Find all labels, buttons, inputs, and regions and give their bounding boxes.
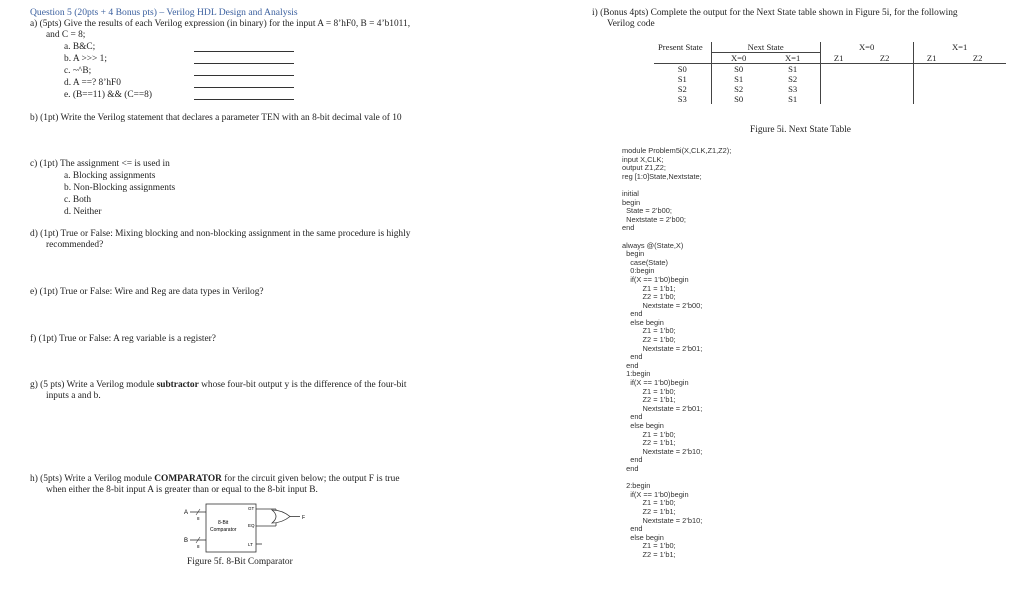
question-title: Question 5 (20pts + 4 Bonus pts) – Verilog HDL Design and Analysis bbox=[30, 7, 298, 18]
figure-5i-caption: Figure 5i. Next State Table bbox=[750, 125, 851, 135]
svg-text:F: F bbox=[302, 515, 306, 521]
question-c: c) (1pt) The assignment <= is used in bbox=[30, 159, 170, 169]
question-a-line1: a) (5pts) Give the results of each Verilog expression (in binary) for the input A = 8’hF0, B = 4’b1011, bbox=[30, 19, 411, 29]
code-line: Z1 = 1’b0; bbox=[622, 326, 676, 336]
code-line: Z2 = 1’b1; bbox=[622, 395, 676, 405]
code-line: Nextstate = 2’b00; bbox=[622, 300, 703, 310]
or-gate bbox=[272, 510, 290, 523]
code-line: Z2 = 1’b1; bbox=[622, 438, 676, 448]
label-a: A bbox=[184, 510, 189, 516]
code-line: Z1 = 1’b1; bbox=[622, 283, 676, 293]
svg-text:LT: LT bbox=[248, 542, 253, 547]
answer-blank-d[interactable] bbox=[194, 87, 294, 88]
code-line: end bbox=[622, 455, 643, 465]
code-line: begin bbox=[622, 197, 641, 207]
code-line: end bbox=[622, 309, 643, 319]
code-line: 2:begin bbox=[622, 481, 651, 491]
question-i-line2: Verilog code bbox=[607, 19, 655, 29]
code-line: end bbox=[622, 463, 639, 473]
question-h-line2: when either the 8-bit input A is greater than or equal to the 8-bit input B. bbox=[46, 485, 318, 495]
figure-5f-caption: Figure 5f. 8-Bit Comparator bbox=[187, 557, 293, 567]
answer-cell[interactable] bbox=[950, 84, 1006, 94]
code-line: input X,CLK; bbox=[622, 154, 664, 164]
code-line: 1:begin bbox=[622, 369, 651, 379]
code-line: end bbox=[622, 412, 643, 422]
code-line: module Problem5i(X,CLK,Z1,Z2); bbox=[622, 146, 732, 155]
code-line: end bbox=[622, 360, 639, 370]
option-c-c: c. Both bbox=[64, 195, 92, 205]
comparator-diagram bbox=[176, 500, 316, 558]
code-line: Z1 = 1’b0; bbox=[622, 429, 676, 439]
svg-text:GT: GT bbox=[248, 506, 255, 511]
header-x0: X=0 bbox=[820, 42, 913, 53]
header-x1: X=1 bbox=[951, 42, 968, 53]
verilog-code bbox=[622, 147, 731, 560]
code-line: Nextstate = 2’b00; bbox=[622, 214, 686, 224]
code-line: Nextstate = 2’b10; bbox=[622, 446, 703, 456]
code-line: else begin bbox=[622, 421, 664, 430]
code-line: Nextstate = 2’b01; bbox=[622, 343, 703, 353]
code-line: Z1 = 1’b0; bbox=[622, 386, 676, 396]
option-c-b: b. Non-Blocking assignments bbox=[64, 183, 176, 193]
code-line: Z2 = 1’b1; bbox=[622, 506, 676, 516]
expr-a: a. B&C; bbox=[64, 42, 96, 52]
answer-cell[interactable] bbox=[913, 94, 950, 104]
code-line: Z2 = 1’b0; bbox=[622, 335, 676, 345]
answer-cell[interactable] bbox=[913, 74, 950, 84]
code-line: if(X == 1’b0)begin bbox=[622, 274, 689, 284]
answer-cell[interactable] bbox=[857, 74, 914, 84]
code-line: always @(State,X) bbox=[622, 240, 684, 250]
answer-blank-c[interactable] bbox=[194, 75, 294, 76]
code-line: reg [1:0]State,Nextstate; bbox=[622, 171, 702, 181]
code-line: output Z1,Z2; bbox=[622, 163, 666, 173]
code-line: if(X == 1’b0)begin bbox=[622, 489, 689, 499]
code-line: end bbox=[622, 352, 643, 362]
code-line: Z2 = 1’b0; bbox=[622, 292, 676, 302]
question-b: b) (1pt) Write the Verilog statement that declares a parameter TEN with an 8-bit decimal vale of 10 bbox=[30, 113, 402, 123]
answer-cell[interactable] bbox=[950, 94, 1006, 104]
question-d-line2: recommended? bbox=[46, 240, 104, 250]
table-row: S0 S0 S1 bbox=[654, 64, 1006, 75]
question-e: e) (1pt) True or False: Wire and Reg are data types in Verilog? bbox=[30, 287, 264, 297]
answer-blank-b[interactable] bbox=[194, 63, 294, 64]
sub-x0: X=0 bbox=[711, 53, 766, 64]
question-a-line2: and C = 8; bbox=[46, 30, 86, 40]
table-row: S1 S1 S2 bbox=[654, 74, 1006, 84]
question-d-line1: d) (1pt) True or False: Mixing blocking and non-blocking assignment in the same procedure is highly bbox=[30, 229, 411, 239]
svg-text:8-Bit: 8-Bit bbox=[218, 520, 229, 526]
expr-e: e. (B==11) && (C==8) bbox=[64, 90, 152, 100]
option-c-d: d. Neither bbox=[64, 207, 102, 217]
answer-cell[interactable] bbox=[913, 84, 950, 94]
question-h-line1: h) (5pts) Write a Verilog module COMPARATOR for the circuit given below; the output F is true bbox=[30, 474, 400, 484]
label-b: B bbox=[184, 538, 189, 544]
table-row: S3 S0 S1 bbox=[654, 94, 1006, 104]
code-line: if(X == 1’b0)begin bbox=[622, 378, 689, 388]
expr-d: d. A ==? 8’hF0 bbox=[64, 78, 121, 88]
answer-cell[interactable] bbox=[950, 64, 1006, 75]
table-row: S2 S2 S3 bbox=[654, 84, 1006, 94]
question-i-line1: i) (Bonus 4pts) Complete the output for the Next State table shown in Figure 5i, for the following bbox=[592, 8, 958, 18]
code-line: Z1 = 1’b0; bbox=[622, 498, 676, 508]
code-line: Z1 = 1’b0; bbox=[622, 541, 676, 551]
code-line: Z2 = 1’b1; bbox=[622, 549, 676, 559]
code-line: 0:begin bbox=[622, 266, 655, 276]
answer-cell[interactable] bbox=[913, 64, 950, 75]
answer-cell[interactable] bbox=[950, 74, 1006, 84]
option-c-a: a. Blocking assignments bbox=[64, 171, 156, 181]
question-g-line2: inputs a and b. bbox=[46, 391, 101, 401]
code-line: initial bbox=[622, 188, 639, 198]
answer-blank-e[interactable] bbox=[194, 99, 294, 100]
svg-text:8: 8 bbox=[197, 544, 200, 549]
answer-cell[interactable] bbox=[857, 94, 914, 104]
answer-cell[interactable] bbox=[820, 64, 857, 75]
answer-blank-a[interactable] bbox=[194, 51, 294, 52]
code-line: Nextstate = 2’b01; bbox=[622, 403, 703, 413]
answer-cell[interactable] bbox=[857, 84, 914, 94]
sub-x1: X=1 bbox=[766, 53, 821, 64]
svg-text:8: 8 bbox=[197, 516, 200, 521]
code-line: else begin bbox=[622, 532, 664, 542]
header-next-state: Next State bbox=[711, 42, 820, 53]
code-line: case(State) bbox=[622, 257, 669, 267]
code-line: end bbox=[622, 524, 643, 534]
code-line: end bbox=[622, 223, 635, 233]
next-state-table: Present State Next State X=0 X=1 X=0 X=1 Z1 Z2 Z1 Z2 S0 S0 S1 S1 S1 S2 S2 S2 S3 S3 S0 S1 bbox=[654, 42, 1006, 104]
answer-cell[interactable] bbox=[820, 74, 857, 84]
code-line: begin bbox=[622, 249, 645, 259]
expr-c: c. ~^B; bbox=[64, 66, 92, 76]
question-f: f) (1pt) True or False: A reg variable is a register? bbox=[30, 334, 216, 344]
code-line: State = 2’b00; bbox=[622, 206, 672, 216]
answer-cell[interactable] bbox=[857, 64, 914, 75]
svg-text:EQ: EQ bbox=[248, 523, 255, 528]
answer-cell[interactable] bbox=[820, 84, 857, 94]
expr-b: b. A >>> 1; bbox=[64, 54, 107, 64]
header-present-state: Present State bbox=[654, 42, 711, 53]
code-line: else begin bbox=[622, 317, 664, 327]
svg-text:Comparator: Comparator bbox=[210, 527, 237, 533]
code-line: Nextstate = 2’b10; bbox=[622, 515, 703, 525]
answer-cell[interactable] bbox=[820, 94, 857, 104]
question-g-line1: g) (5 pts) Write a Verilog module subtractor whose four-bit output y is the difference of the four-bit bbox=[30, 380, 407, 390]
